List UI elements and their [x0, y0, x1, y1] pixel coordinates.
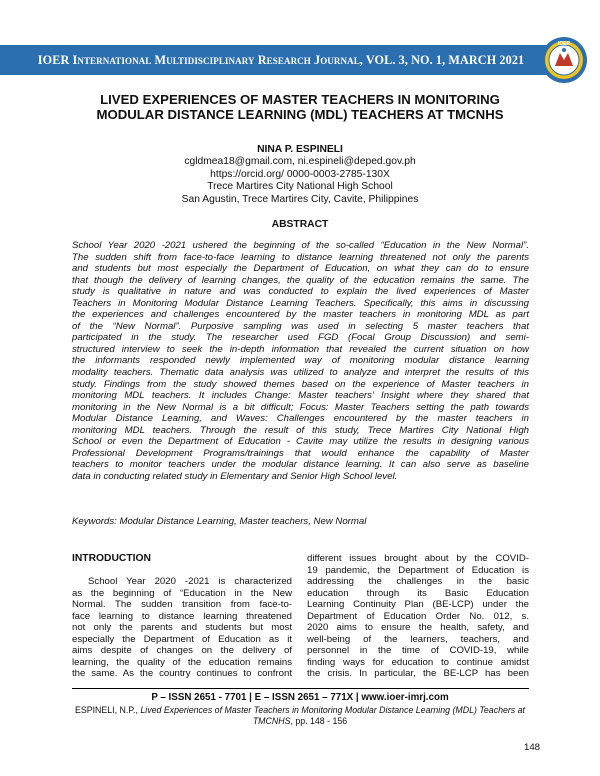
citation-pages: , pp. 148 - 156 [290, 716, 348, 727]
abstract-line: teachers to monitor teachers under the modular distance learning. It can also serve as baseline [72, 459, 529, 471]
intro-line: 2020 aims to ensure the health, safety, and [307, 622, 529, 634]
page-number: 148 [524, 742, 541, 753]
intro-line: Department of Education Order No. 012, s. [307, 610, 529, 622]
paper-title [60, 92, 540, 122]
intro-line: finding ways for education to continue amidst [307, 656, 529, 668]
abstract-line: structured interview to seek the in-depth information that revealed the current situation on how [72, 343, 529, 355]
introduction-heading: INTRODUCTION [72, 553, 151, 564]
author-orcid: https://orcid.org/ 0000-0003-2785-130X [210, 168, 390, 180]
intro-line: well-being of the learners, teachers, and [307, 633, 529, 645]
introduction-left-column [72, 576, 292, 680]
abstract-line: The sudden shift from face-to-face learning to distance learning threatened not only the parents [72, 251, 529, 263]
author-address: San Agustin, Trece Martires City, Cavite, Philippines [181, 193, 419, 205]
intro-line: especially the Department of Education as it [72, 633, 292, 645]
abstract-line: Professional Development Programs/trainings that would enhance the capability of Master [72, 447, 529, 459]
intro-line: School Year 2020 -2021 is characterized [88, 576, 292, 587]
footer-divider [72, 688, 529, 689]
abstract-line: and students but most especially the Department of Education, on what they can do to ensure [72, 263, 529, 275]
title-line-2: MODULAR DISTANCE LEARNING (MDL) TEACHERS AT TMCNHS [96, 107, 504, 122]
abstract-line: modality teachers. Thematic data analysis was utilized to analyze and interpret the results of this [72, 367, 529, 379]
abstract-line: monitoring MDL teachers. Through the result of this study, Trece Martires City National High [72, 424, 529, 436]
abstract-line: Teachers in Monitoring Modular Distance Learning Teachers. Specifically, this aims in discussing [72, 297, 529, 309]
intro-line: Normal. The sudden transition from face-to- [72, 599, 292, 611]
journal-banner [0, 45, 548, 75]
intro-line: aims despite of changes on the delivery of [72, 645, 292, 657]
abstract-line: participated in the study. The researcher used FGD (Focal Group Discussion) and semi- [72, 332, 529, 344]
intro-line: learning, the quality of the education remains [72, 656, 292, 668]
intro-line: as the beginning of “Education in the New [72, 587, 292, 599]
citation-authors: ESPINELI, N.P., [74, 705, 141, 715]
intro-line: addressing the challenges in the basic [307, 576, 529, 588]
ioer-seal-icon [540, 36, 588, 84]
intro-line: the same. As the country continues to confront [72, 668, 292, 680]
seal-lettering: IOER [557, 41, 571, 47]
abstract-line: the experiences and challenges encountered by the master teachers in monitoring MDL as part [72, 309, 529, 321]
abstract-line: monitoring MDL teachers. It includes Change: Master teachers’ Insight where they shared that [72, 390, 529, 402]
intro-line: the crisis. In particular, the BE-LCP has been [307, 668, 529, 680]
abstract-line: Modular Distance Learning, and Waves: Challenges encountered by the master teachers in [72, 413, 529, 425]
intro-line: 19 pandemic, the Department of Education is [307, 564, 529, 576]
abstract-line: the informants responded newly implemented way of monitoring modular distance learning [72, 355, 529, 367]
intro-line: education through its Basic Education [307, 587, 529, 599]
introduction-right-column [307, 553, 529, 680]
intro-line: Learning Continuity Plan (BE-LCP) under the [307, 599, 529, 611]
intro-line: different issues brought about by the COVID- [307, 553, 529, 564]
footer-citation [60, 705, 540, 727]
title-line-1: LIVED EXPERIENCES OF MASTER TEACHERS IN MONITORING [100, 92, 500, 107]
author-school: Trece Martires City National High School [207, 181, 393, 193]
abstract-line: School Year 2020 -2021 ushered the beginning of the so-called “Education in the New Normal”. [72, 240, 529, 251]
author-name: NINA P. ESPINELI [257, 144, 343, 155]
abstract-line: that though the delivery of learning changes, the quality of the education remains the same. The [72, 274, 529, 286]
intro-line: not only the parents and students but most [72, 622, 292, 634]
intro-line: personnel in the time of COVID-19, while [307, 645, 529, 657]
abstract-line: monitoring in the New Normal is a bit difficult; Focus: Master Teachers setting the path towards [72, 401, 529, 413]
abstract-line: study is qualitative in nature and was conducted to explain the lived experiences of Master [72, 286, 529, 298]
abstract-line: of the “New Normal”. Purposive sampling was used in selecting 5 master teachers that [72, 320, 529, 332]
abstract-line: study. Findings from the study showed themes based on the experience of Master teachers in [72, 378, 529, 390]
abstract-body [72, 240, 529, 482]
abstract-line: data in conducting related study in Elementary and Senior High School level. [72, 470, 398, 482]
author-emails: cgldmea18@gmail.com, ni.espineli@deped.gov.ph [184, 156, 416, 168]
journal-title: IOER International Multidisciplinary Research Journal, VOL. 3, NO. 1, MARCH 2021 [37, 52, 525, 67]
footer-issn: P – ISSN 2651 - 7701 | E – ISSN 2651 – 771X | www.ioer-imrj.com [151, 692, 449, 703]
citation-title: Lived Experiences of Master Teachers in Monitoring Modular Distance Learning (MDL) Teachers at TMCNHS [140, 705, 525, 727]
author-block [0, 144, 600, 206]
abstract-line: School or even the Department of Education - Cavite may utilize the results in designing various [72, 436, 529, 448]
abstract-heading: ABSTRACT [271, 219, 329, 230]
keywords: Keywords: Modular Distance Learning, Master teachers, New Normal [72, 516, 367, 527]
intro-line: face learning to distance learning threatened [72, 610, 292, 622]
